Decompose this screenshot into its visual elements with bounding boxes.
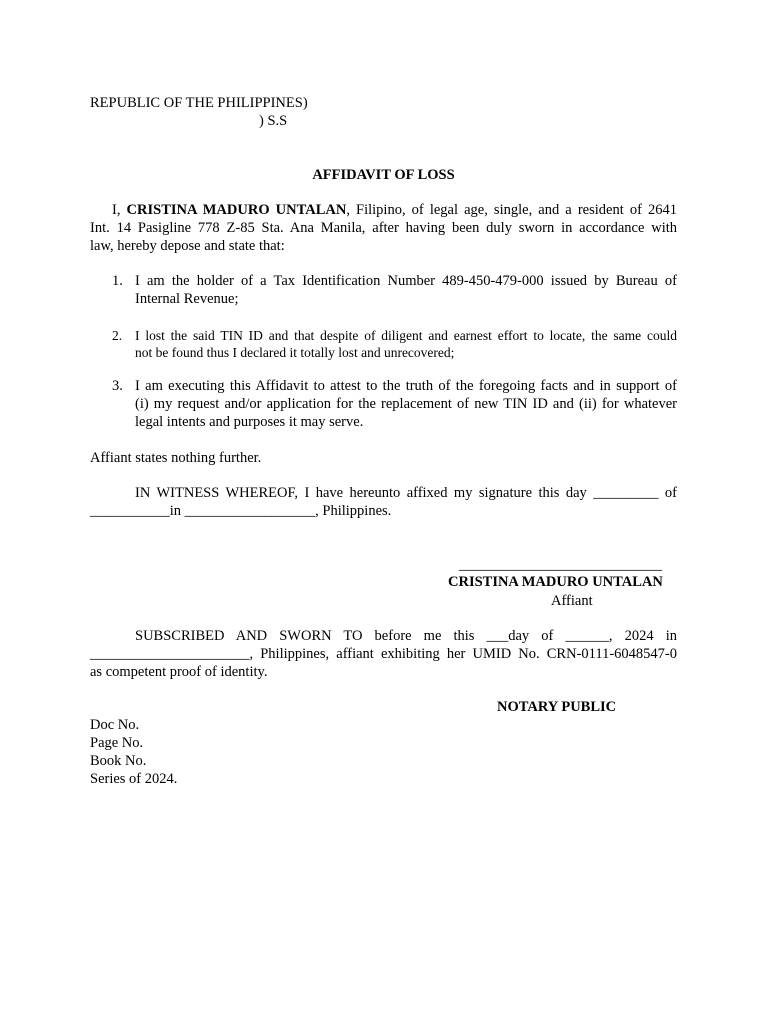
statement-text-line: (i) my request and/or application for the replacement of new TIN ID and (ii) for whatever [135, 396, 677, 412]
jurat-line-3: as competent proof of identity. [90, 664, 268, 680]
statement-number: 3. [112, 378, 123, 394]
statement-text-line: legal intents and purposes it may serve. [135, 414, 364, 430]
signature-role: Affiant [551, 593, 593, 609]
statement-number: 2. [112, 328, 123, 343]
intro-line-1 [90, 201, 677, 219]
statement-text-line: Internal Revenue; [135, 291, 239, 307]
page-no-label: Page No. [90, 735, 144, 751]
jurat-line-1: SUBSCRIBED AND SWORN TO before me this ___day of ______, 2024 in [135, 628, 677, 644]
book-no-label: Book No. [90, 753, 147, 769]
venue-ss: ) S.S [259, 113, 288, 129]
intro-line-3: law, hereby depose and state that: [90, 238, 285, 254]
statement-text-line: not be found thus I declared it totally lost and unrecovered; [135, 345, 455, 360]
signature-name: CRISTINA MADURO UNTALAN [448, 574, 663, 590]
intro-paragraph [90, 201, 677, 255]
statement-1 [90, 272, 677, 308]
statement-text-line: I lost the said TIN ID and that despite of diligent and earnest effort to locate, the same could [135, 328, 677, 343]
series-label: Series of 2024. [90, 771, 178, 787]
intro-line-1-rest: , Filipino, of legal age, single, and a resident of 2641 [346, 202, 677, 218]
jurat-paragraph [90, 627, 677, 681]
intro-line-2: Int. 14 Pasigline 778 Z-85 Sta. Ana Manila, after having been duly sworn in accordance with [90, 220, 677, 236]
statement-2 [90, 327, 677, 361]
document-title: AFFIDAVIT OF LOSS [312, 167, 455, 183]
statement-text-line: I am executing this Affidavit to attest to the truth of the foregoing facts and in support of [135, 378, 677, 394]
witness-paragraph [90, 484, 677, 520]
doc-no-label: Doc No. [90, 717, 140, 733]
signature-line: ____________________________ [459, 557, 662, 573]
venue-republic: REPUBLIC OF THE PHILIPPINES) [90, 95, 308, 111]
statement-number: 1. [112, 273, 123, 289]
jurat-line-2: ______________________, Philippines, affiant exhibiting her UMID No. CRN-0111-6048547-0 [90, 646, 677, 662]
statement-text-line: I am the holder of a Tax Identification Number 489-450-479-000 issued by Bureau of [135, 273, 677, 289]
intro-prefix: I, [112, 202, 127, 218]
statement-3 [90, 377, 677, 431]
notary-public-label: NOTARY PUBLIC [497, 699, 617, 715]
witness-line-1: IN WITNESS WHEREOF, I have hereunto affixed my signature this day _________ of [135, 485, 677, 501]
affiant-name-intro: CRISTINA MADURO UNTALAN [126, 202, 347, 218]
closing-statement: Affiant states nothing further. [90, 450, 262, 466]
witness-line-2: ___________in __________________, Philippines. [90, 503, 392, 519]
notarial-record [90, 716, 177, 788]
